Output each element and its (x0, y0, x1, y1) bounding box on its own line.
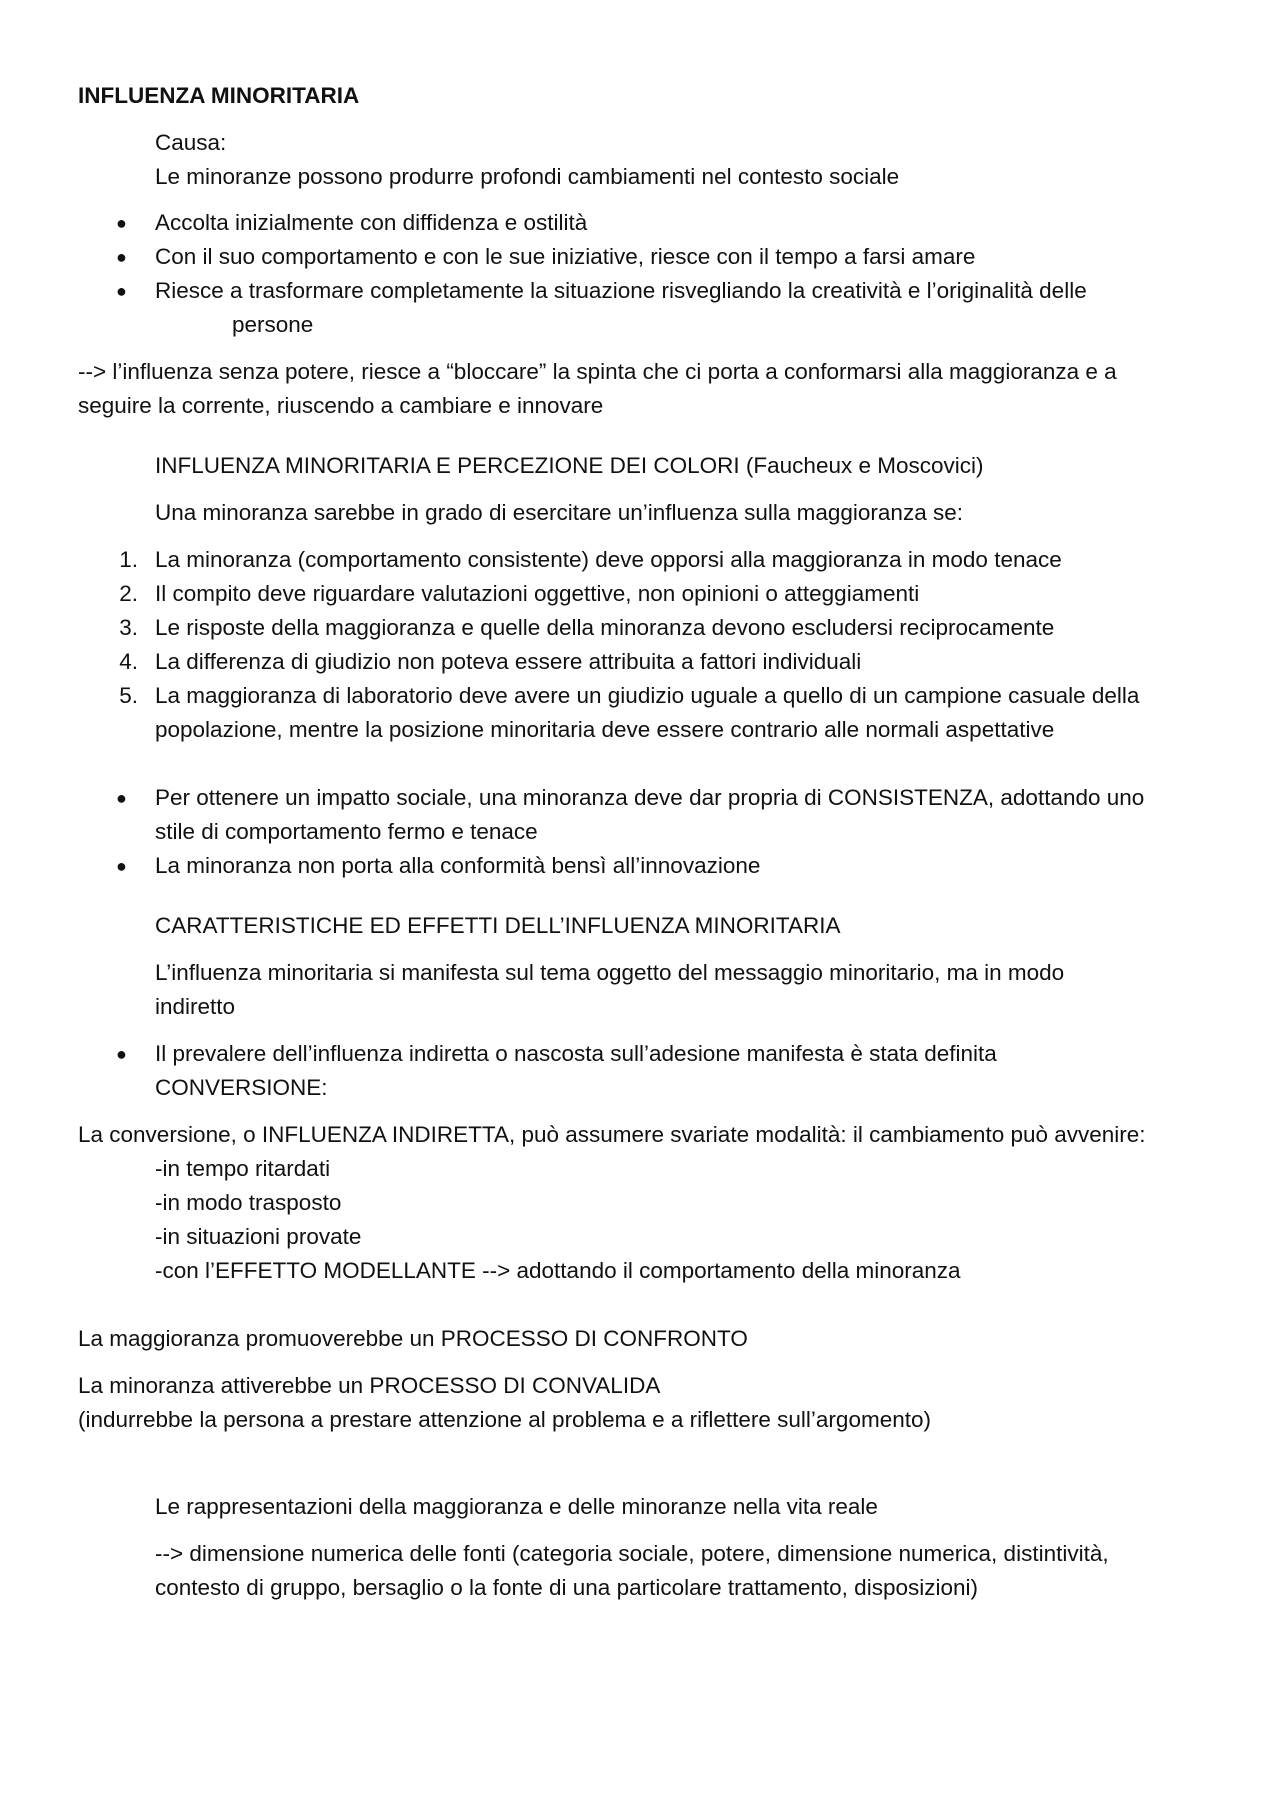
conversion-item: -in tempo ritardati (155, 1156, 331, 1181)
list-item: Per ottenere un impatto sociale, una minoranza deve dar propria di CONSISTENZA, adottando uno (155, 785, 1145, 810)
list-number: 1. (119, 547, 138, 572)
list-number: 5. (119, 683, 138, 708)
list-item-continuation: persone (232, 312, 314, 337)
conversion-item: -in modo trasposto (155, 1190, 342, 1215)
list-item: La maggioranza di laboratorio deve avere un giudizio uguale a quello di un campione casuale della (155, 683, 1140, 708)
list-item: Il prevalere dell’influenza indiretta o nascosta sull’adesione manifesta è stata definita (155, 1041, 997, 1066)
arrow-note-line1: --> l’influenza senza potere, riesce a “bloccare” la spinta che ci porta a conformarsi alla maggioranza e a (78, 359, 1117, 384)
list-item: Accolta inizialmente con diffidenza e ostilità (155, 210, 588, 235)
list-item: La minoranza non porta alla conformità bensì all’innovazione (155, 853, 761, 878)
list-number: 3. (119, 615, 138, 640)
minority-process: La minoranza attiverebbe un PROCESSO DI CONVALIDA (78, 1373, 661, 1398)
list-item: La minoranza (comportamento consistente) deve opporsi alla maggioranza in modo tenace (155, 547, 1062, 572)
conversion-intro: La conversione, o INFLUENZA INDIRETTA, può assumere svariate modalità: il cambiamento può avvenire: (78, 1122, 1146, 1147)
section-heading-colors: INFLUENZA MINORITARIA E PERCEZIONE DEI COLORI (Faucheux e Moscovici) (155, 453, 984, 478)
minority-process-note: (indurrebbe la persona a prestare attenzione al problema e a riflettere sull’argomento) (78, 1407, 931, 1432)
bullet-icon: ● (116, 788, 127, 808)
list-item-continuation: CONVERSIONE: (155, 1075, 328, 1100)
bullet-icon: ● (116, 281, 127, 301)
list-item: Il compito deve riguardare valutazioni oggettive, non opinioni o atteggiamenti (155, 581, 920, 606)
list-number: 4. (119, 649, 138, 674)
paragraph-line1: L’influenza minoritaria si manifesta sul tema oggetto del messaggio minoritario, ma in modo (155, 960, 1065, 985)
section-heading-characteristics: CARATTERISTICHE ED EFFETTI DELL’INFLUENZA MINORITARIA (155, 913, 841, 938)
paragraph-line2: indiretto (155, 994, 236, 1019)
majority-process: La maggioranza promuoverebbe un PROCESSO DI CONFRONTO (78, 1326, 748, 1351)
list-item: Le risposte della maggioranza e quelle della minoranza devono escludersi reciprocamente (155, 615, 1055, 640)
bullet-icon: ● (116, 856, 127, 876)
list-item: Riesce a trasformare completamente la situazione risvegliando la creatività e l’originalità delle (155, 278, 1087, 303)
list-item-continuation: popolazione, mentre la posizione minoritaria deve essere contrario alle normali aspettative (155, 717, 1055, 742)
section-intro: Una minoranza sarebbe in grado di esercitare un’influenza sulla maggioranza se: (155, 500, 963, 525)
list-item: La differenza di giudizio non poteva essere attribuita a fattori individuali (155, 649, 862, 674)
document-title: INFLUENZA MINORITARIA (78, 83, 360, 108)
representations-line1: --> dimensione numerica delle fonti (categoria sociale, potere, dimensione numerica, distintività, (155, 1541, 1109, 1566)
conversion-item: -in situazioni provate (155, 1224, 362, 1249)
causa-label: Causa: (155, 130, 227, 155)
bullet-icon: ● (116, 213, 127, 233)
list-number: 2. (119, 581, 138, 606)
causa-text: Le minoranze possono produrre profondi cambiamenti nel contesto sociale (155, 164, 900, 189)
bullet-icon: ● (116, 247, 127, 267)
arrow-note-line2: seguire la corrente, riuscendo a cambiare e innovare (78, 393, 604, 418)
representations-heading: Le rappresentazioni della maggioranza e delle minoranze nella vita reale (155, 1494, 878, 1519)
representations-line2: contesto di gruppo, bersaglio o la fonte di una particolare trattamento, disposizioni) (155, 1575, 978, 1600)
bullet-icon: ● (116, 1044, 127, 1064)
list-item-continuation: stile di comportamento fermo e tenace (155, 819, 538, 844)
list-item: Con il suo comportamento e con le sue iniziative, riesce con il tempo a farsi amare (155, 244, 976, 269)
conversion-item: -con l’EFFETTO MODELLANTE --> adottando il comportamento della minoranza (155, 1258, 961, 1283)
